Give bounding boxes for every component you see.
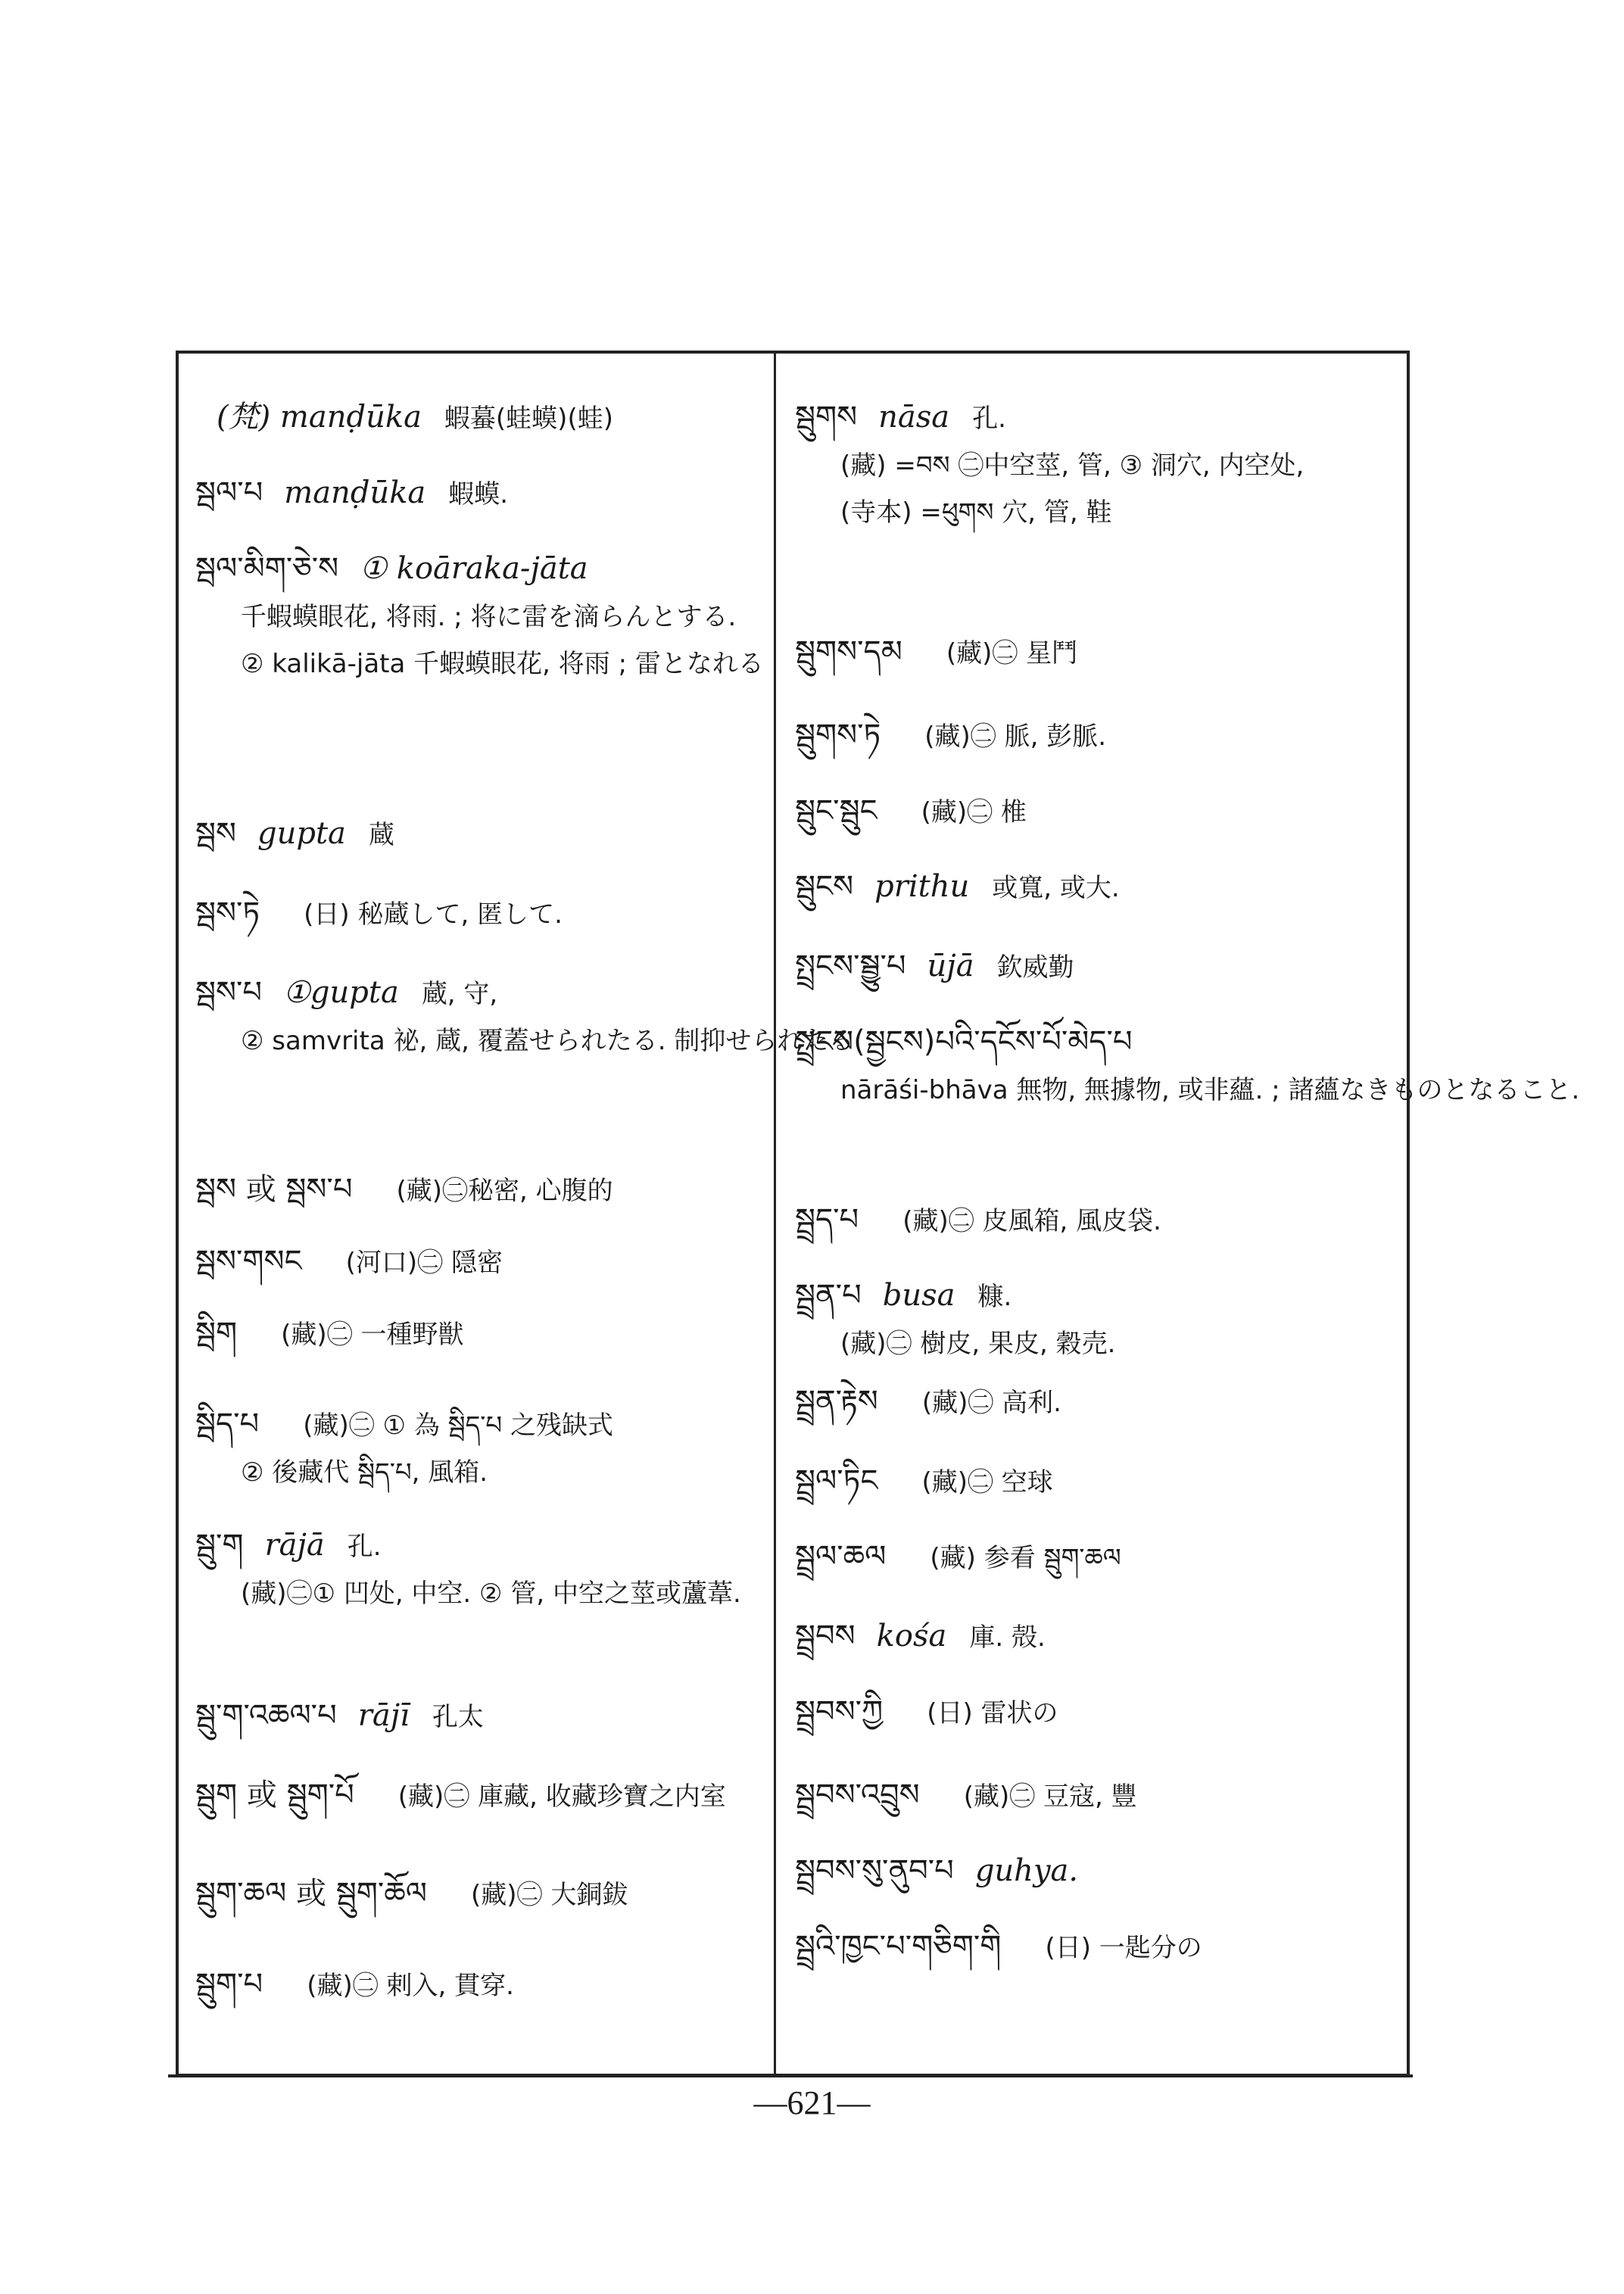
entry-headline xyxy=(795,1613,1393,1661)
entry-headline xyxy=(195,1961,763,2009)
entry-continuation-line: (藏)㊁① 凹处, 中空. ② 管, 中空之莖或蘆葦. xyxy=(241,1579,741,1609)
gloss-text: (藏)㊁ 星鬥 xyxy=(946,638,1078,669)
entry-headline xyxy=(195,469,763,518)
entry-headline xyxy=(195,1692,763,1741)
tibetan-headword: སྦྲལ་ཆལ xyxy=(795,1539,887,1574)
gloss-text: (藏)㊁秘密, 心腹的 xyxy=(396,1176,613,1206)
tibetan-headword: སྦུག་པ xyxy=(195,1967,263,2002)
tibetan-headword: སྦུངས xyxy=(795,869,854,904)
tibetan-headword: སྦྲན་པ xyxy=(795,1278,862,1313)
dictionary-entry xyxy=(195,1401,763,1496)
tibetan-headword: སྦུགས་དམ xyxy=(795,634,902,669)
dictionary-entry xyxy=(795,1196,1393,1245)
dictionary-entry xyxy=(795,394,1393,536)
entry-headline xyxy=(795,1457,1393,1506)
dictionary-entry xyxy=(795,1457,1393,1506)
gloss-text: (河口)㊁ 隠密 xyxy=(345,1248,503,1278)
tibetan-headword: སྦུག 或 སྦུག་པོ xyxy=(195,1778,354,1812)
entry-continuation-line: nārāśi-bhāva 無物, 無據物, 或非蘊. ; 諸蘊なきものとなること. xyxy=(840,1075,1580,1105)
gloss-text: 蝦蟆. xyxy=(448,479,509,510)
entry-headline xyxy=(195,969,763,1018)
gloss-text: (日) 雷状の xyxy=(927,1698,1058,1728)
tibetan-headword: སྦས xyxy=(195,816,236,851)
tibetan-headword: སྦུག་ཆལ 或 སྦུག་ཆོལ xyxy=(195,1876,427,1911)
sanskrit-term: busa xyxy=(882,1278,955,1313)
gloss-text: 孔太 xyxy=(432,1702,484,1732)
dictionary-entry xyxy=(795,863,1393,912)
entry-headline xyxy=(195,890,763,938)
entry-continuation-line: ② samvrita 祕, 蔵, 覆蓋せられたる. 制抑せられたる xyxy=(241,1026,855,1056)
entry-headline xyxy=(195,1522,763,1570)
dictionary-entry xyxy=(195,1166,763,1214)
entry-continuation-line: ② kalikā-jāta 千蝦蟆眼花, 将雨 ; 雷となれる xyxy=(241,649,764,679)
tibetan-headword: སྦྲལ་ཏིང xyxy=(795,1463,878,1498)
entry-continuation-line: (藏) =བས ㊁中空莖, 管, ③ 洞穴, 内空处, xyxy=(840,450,1304,481)
entry-headline xyxy=(195,1870,763,1918)
gloss-text: 或寬, 或大. xyxy=(992,873,1120,903)
gloss-text: 蔵, 守, xyxy=(421,979,498,1009)
entry-headline xyxy=(795,712,1393,760)
entry-headline xyxy=(195,1238,763,1286)
dictionary-entry xyxy=(795,1847,1393,1896)
gloss-text: 孔. xyxy=(347,1532,382,1562)
entry-headline xyxy=(795,1533,1393,1582)
entry-headline xyxy=(195,1772,763,1820)
gloss-text: (藏)㊁ 皮風箱, 風皮袋. xyxy=(902,1206,1161,1236)
sanskrit-term: gupta xyxy=(257,816,346,851)
entry-headline xyxy=(195,1310,763,1358)
dictionary-entry xyxy=(795,1378,1393,1426)
sanskrit-term: rājī xyxy=(357,1698,410,1733)
gloss-text: (藏)㊁ 椎 xyxy=(921,797,1027,828)
sanskrit-term: nāsa xyxy=(878,400,950,435)
gloss-text: (藏)㊁ 一種野獣 xyxy=(281,1320,464,1350)
dictionary-entry xyxy=(195,969,855,1064)
dictionary-entry xyxy=(195,1310,763,1358)
gloss-text: 蝦蟇(蛙蟆)(蛙) xyxy=(444,404,613,434)
tibetan-headword: སྦྲད་པ xyxy=(795,1202,859,1237)
dictionary-entry xyxy=(195,1692,763,1741)
entry-headline xyxy=(795,1378,1393,1426)
dictionary-entry xyxy=(795,1613,1393,1661)
dictionary-entry xyxy=(195,469,763,518)
gloss-text: (藏)㊁ 高利. xyxy=(921,1388,1061,1418)
tibetan-headword: སྦྲན་རྟེས xyxy=(795,1384,878,1419)
tibetan-headword: སྦལ་པ xyxy=(195,475,263,510)
dictionary-entry xyxy=(795,1533,1393,1582)
dictionary-entry xyxy=(795,1018,1580,1114)
dictionary-entry xyxy=(795,943,1393,991)
tibetan-headword: སྦལ་མིག་ཅེ་ས xyxy=(195,551,339,586)
sanskrit-term: ūjā xyxy=(927,949,974,983)
dictionary-entry xyxy=(795,1688,1393,1737)
gloss-text: (藏)㊁ 大銅鈸 xyxy=(471,1880,628,1910)
gloss-text: (藏)㊁ 空球 xyxy=(921,1467,1053,1498)
gloss-text: (日) 一匙分の xyxy=(1045,1933,1202,1963)
tibetan-headword: སྦྲའི་ཁྱང་པ་གཅིག་གི xyxy=(795,1929,1002,1964)
dictionary-entry xyxy=(795,787,1393,836)
dictionary-entry xyxy=(195,1238,763,1286)
dictionary-entry xyxy=(195,394,763,442)
tibetan-headword: སྦུགས་ཏེ xyxy=(795,718,881,753)
gloss-text: (藏)㊁ 脈, 彭脈. xyxy=(924,722,1107,752)
sanskrit-term: rājā xyxy=(264,1528,325,1563)
dictionary-entry xyxy=(195,1961,763,2009)
dictionary-entry xyxy=(795,1272,1393,1367)
entry-headline xyxy=(195,545,763,594)
entry-headline xyxy=(195,810,763,859)
entry-headline xyxy=(795,1847,1393,1896)
gloss-text: (藏) 参看 སྦུག་ཆལ xyxy=(930,1543,1121,1573)
sanskrit-term: prithu xyxy=(874,869,970,904)
dictionary-entry xyxy=(195,810,763,859)
column-divider xyxy=(774,353,776,2074)
tibetan-headword: སྦིད་པ xyxy=(195,1407,260,1442)
sanskrit-term: kośa xyxy=(876,1619,947,1653)
tibetan-headword: སྦས་པ xyxy=(195,975,263,1010)
gloss-text: (藏)㊁ ① 為 སྦིད་པ 之残缺式 xyxy=(303,1410,614,1441)
tibetan-headword: སྦས་གསང xyxy=(195,1244,302,1279)
tibetan-headword: སྦིག xyxy=(195,1316,238,1351)
gloss-text: 孔. xyxy=(972,404,1006,434)
gloss-text: 蔵 xyxy=(368,820,394,850)
dictionary-entry xyxy=(195,890,763,938)
gloss-text: (藏)㊁ 庫藏, 收藏珍寶之内室 xyxy=(397,1781,726,1812)
entry-continuation-line: 千蝦蟆眼花, 将雨. ; 将に雷を滴らんとする. xyxy=(241,602,737,632)
entry-headline xyxy=(795,1772,1393,1820)
frame-bottom-rule xyxy=(168,2074,1413,2077)
gloss-text: (藏)㊁ 豆寇, 豐 xyxy=(963,1781,1137,1812)
tibetan-headword: སྦས 或 སྦས་པ xyxy=(195,1172,353,1207)
gloss-text: 欽威勤 xyxy=(996,952,1074,983)
entry-headline xyxy=(195,1401,763,1449)
dictionary-entry xyxy=(195,545,763,687)
tibetan-headword: སྦྲབས་ཀྱི xyxy=(795,1694,884,1729)
dictionary-entry xyxy=(795,712,1393,760)
dictionary-entry xyxy=(195,1870,763,1918)
entry-headline xyxy=(795,628,1393,677)
gloss-text: (藏)㊁ 剌入, 貫穿. xyxy=(307,1971,514,2001)
dictionary-entry xyxy=(195,1772,763,1820)
tibetan-headword: སྦུགས xyxy=(795,400,858,435)
entry-headline xyxy=(795,1688,1393,1737)
entry-headline xyxy=(795,394,1393,442)
sanskrit-term: ① koāraka-jāta xyxy=(360,551,588,586)
entry-continuation-line: (寺本) =ཕུགས 穴, 管, 鞋 xyxy=(840,497,1112,528)
entry-continuation-line: ② 後藏代 སྦིད་པ, 風箱. xyxy=(241,1457,488,1488)
entry-headline xyxy=(195,1166,763,1214)
tibetan-headword: སྦྲབས xyxy=(795,1619,856,1653)
entry-headline xyxy=(795,1196,1393,1245)
page-number: —621— xyxy=(753,2084,871,2121)
entry-headline xyxy=(795,1018,1393,1067)
dictionary-entry xyxy=(195,1522,763,1617)
dictionary-entry xyxy=(795,628,1393,677)
dictionary-entry xyxy=(795,1772,1393,1820)
entry-headline xyxy=(795,863,1393,912)
entry-headline xyxy=(195,394,763,442)
tibetan-headword: སྦྲབས་སུ་ནུབ་པ xyxy=(795,1853,954,1888)
sanskrit-term: manḍūka xyxy=(284,475,426,510)
tibetan-headword: སྦྲབས་འབྲུས xyxy=(795,1778,920,1812)
sanskrit-term: (梵) manḍūka xyxy=(217,400,422,435)
entry-headline xyxy=(795,943,1393,991)
tibetan-headword: སྤྲངས་སྦྱུ་པ xyxy=(795,949,906,983)
entry-headline xyxy=(795,1272,1393,1320)
sanskrit-term: ①gupta xyxy=(283,975,399,1010)
tibetan-headword: སྦུ་ག་འཆལ་པ xyxy=(195,1698,337,1733)
tibetan-headword: སྤྲངས(སྦྱངས)པའི་དངོས་པོ་མེད་པ xyxy=(795,1024,1133,1059)
tibetan-headword: སྦུང་སྦུང xyxy=(795,793,877,828)
tibetan-headword: སྦུ་ག xyxy=(195,1528,244,1563)
entry-headline xyxy=(795,1923,1393,1971)
dictionary-entry xyxy=(795,1923,1393,1971)
entry-continuation-line: (藏)㊁ 樹皮, 果皮, 穀売. xyxy=(840,1329,1116,1359)
entry-headline xyxy=(795,787,1393,836)
tibetan-headword: སྦས་ཏེ xyxy=(195,896,260,930)
sanskrit-term: guhya. xyxy=(974,1853,1079,1888)
gloss-text: 糠. xyxy=(977,1282,1012,1312)
gloss-text: 庫. 殻. xyxy=(969,1622,1046,1653)
gloss-text: (日) 秘蔵して, 匿して. xyxy=(304,899,563,930)
